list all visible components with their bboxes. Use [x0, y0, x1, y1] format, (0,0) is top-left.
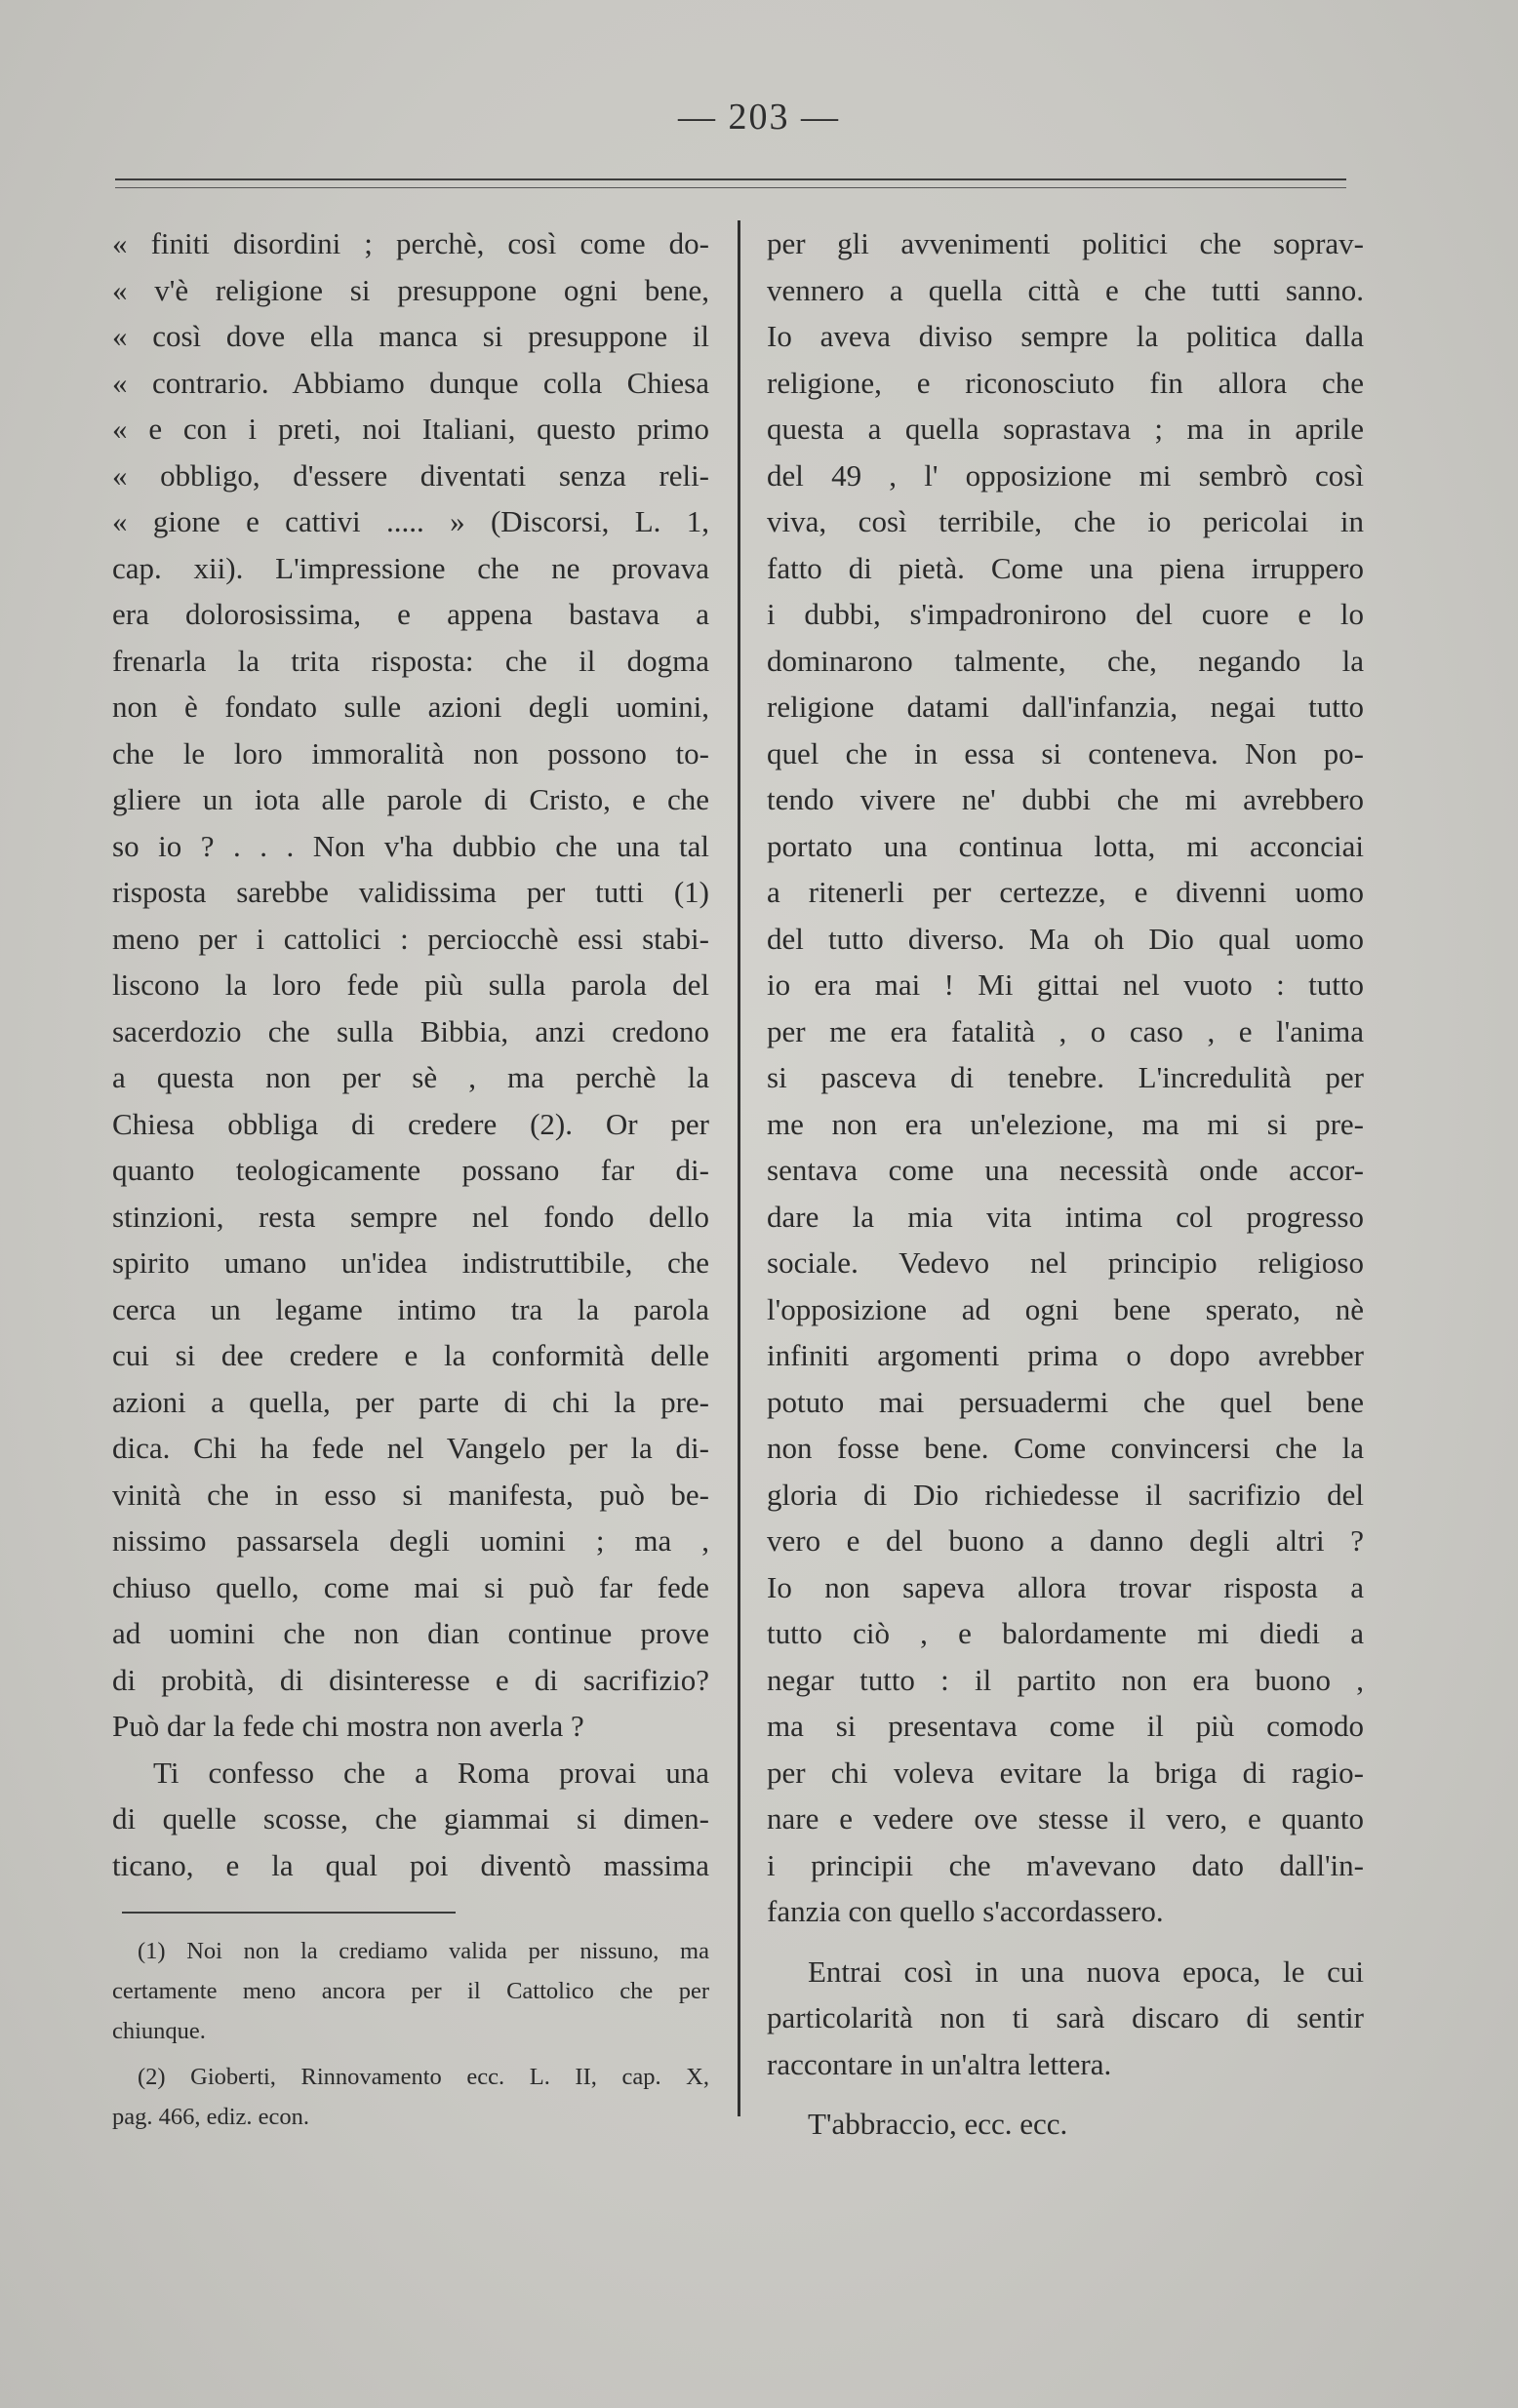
text-line: particolarità non ti sarà discaro di sentir [767, 2000, 1364, 2034]
text-line: stinzioni, resta sempre nel fondo dello [112, 1199, 709, 1234]
text-line: raccontare in un'altra lettera. [767, 2046, 1112, 2081]
text-line: sentava come una necessità onde accor- [767, 1153, 1364, 1187]
header-rule [115, 178, 1346, 180]
header-rule-thin [115, 187, 1346, 188]
left-column [112, 220, 709, 2137]
text-line: « finiti disordini ; perchè, così come do- [112, 226, 709, 260]
text-line: fatto di pietà. Come una piena irruppero [767, 550, 1364, 585]
text-line: spirito umano un'idea indistruttibile, che [112, 1245, 709, 1280]
text-line: non è fondato sulle azioni degli uomini, [112, 690, 709, 724]
text-line: vennero a quella città e che tutti sanno. [767, 272, 1364, 307]
text-line: portato una continua lotta, mi acconciai [767, 828, 1364, 863]
text-line: ad uomini che non dian continue prove [112, 1616, 709, 1650]
text-line: Ti confesso che a Roma provai una [153, 1755, 709, 1790]
text-line: vero e del buono a danno degli altri ? [767, 1523, 1364, 1558]
text-line: Io non sapeva allora trovar risposta a [767, 1569, 1364, 1604]
text-line: religione datami dall'infanzia, negai tutto [767, 690, 1364, 724]
text-line: gliere un iota alle parole di Cristo, e che [112, 782, 709, 816]
text-line: gloria di Dio richiedesse il sacrifizio del [767, 1477, 1364, 1512]
text-line: ma si presentava come il più comodo [767, 1709, 1364, 1743]
text-line: « gione e cattivi ..... » (Discorsi, L. 1, [112, 504, 709, 538]
text-line: infiniti argomenti prima o dopo avrebber [767, 1338, 1364, 1372]
text-line: « contrario. Abbiamo dunque colla Chiesa [112, 365, 709, 400]
text-line: era dolorosissima, e appena bastava a [112, 597, 709, 631]
text-line: quanto teologicamente possano far di- [112, 1153, 709, 1187]
text-line: me non era un'elezione, ma mi si pre- [767, 1106, 1364, 1141]
text-line: frenarla la trita risposta: che il dogma [112, 643, 709, 678]
footnote-rule [122, 1912, 456, 1914]
text-line: Può dar la fede chi mostra non averla ? [112, 1709, 584, 1743]
text-line: che le loro immoralità non possono to- [112, 735, 709, 770]
text-line: risposta sarebbe validissima per tutti (1) [112, 875, 709, 909]
text-line: per me era fatalità , o caso , e l'anima [767, 1013, 1364, 1048]
text-line: azioni a quella, per parte di chi la pre- [112, 1384, 709, 1419]
text-line: dominarono talmente, che, negando la [767, 643, 1364, 678]
text-line: potuto mai persuadermi che quel bene [767, 1384, 1364, 1419]
text-line: « obbligo, d'essere diventati senza reli- [112, 457, 709, 493]
text-line: ticano, e la qual poi diventò massima [112, 1847, 709, 1882]
text-line: viva, così terribile, che io pericolai in [767, 504, 1364, 538]
text-line: a ritenerli per certezze, e divenni uomo [767, 875, 1364, 909]
text-line: sociale. Vedevo nel principio religioso [767, 1245, 1364, 1280]
text-line: certamente meno ancora per il Cattolico che per [112, 1978, 709, 2004]
text-line: del 49 , l' opposizione mi sembrò così [767, 457, 1364, 493]
text-line: meno per i cattolici : perciocchè essi stabi- [112, 921, 709, 956]
text-line: sacerdozio che sulla Bibbia, anzi credono [112, 1013, 709, 1048]
text-line: (2) Gioberti, Rinnovamento ecc. L. II, cap. X, [138, 2064, 709, 2090]
text-line: pag. 466, ediz. econ. [112, 2104, 310, 2130]
text-line: quel che in essa si conteneva. Non po- [767, 735, 1364, 770]
text-line: (1) Noi non la crediamo valida per nissuno, ma [138, 1938, 709, 1964]
text-line: chiunque. [112, 2018, 206, 2044]
text-line: io era mai ! Mi gittai nel vuoto : tutto [767, 967, 1364, 1002]
text-line: fanzia con quello s'accordassero. [767, 1894, 1164, 1928]
text-line: di quelle scosse, che giammai si dimen- [112, 1801, 709, 1836]
text-line: Entrai così in una nuova epoca, le cui [808, 1954, 1364, 1989]
text-line: cui si dee credere e la conformità delle [112, 1338, 709, 1372]
text-line: del tutto diverso. Ma oh Dio qual uomo [767, 921, 1364, 956]
text-line: T'abbraccio, ecc. ecc. [808, 2107, 1068, 2141]
text-line: « v'è religione si presuppone ogni bene, [112, 272, 709, 307]
right-column [767, 220, 1364, 2148]
footnotes [112, 1931, 709, 2137]
text-line: tendo vivere ne' dubbi che mi avrebbero [767, 782, 1364, 816]
text-line: tutto ciò , e balordamente mi diedi a [767, 1616, 1364, 1650]
text-line: cap. xii). L'impressione che ne provava [112, 550, 709, 585]
text-line: per chi voleva evitare la briga di ragio- [767, 1755, 1364, 1790]
column-divider [738, 220, 740, 2116]
text-line: nissimo passarsela degli uomini ; ma , [112, 1523, 709, 1558]
text-line: dica. Chi ha fede nel Vangelo per la di- [112, 1431, 709, 1465]
text-line: questa a quella soprastava ; ma in aprile [767, 412, 1364, 446]
text-line: Io aveva diviso sempre la politica dalla [767, 319, 1364, 353]
text-line: « e con i preti, noi Italiani, questo primo [112, 412, 709, 446]
text-line: non fosse bene. Come convincersi che la [767, 1431, 1364, 1465]
text-line: cerca un legame intimo tra la parola [112, 1291, 709, 1326]
text-line: per gli avvenimenti politici che soprav- [767, 226, 1364, 260]
text-line: di probità, di disinteresse e di sacrifizio? [112, 1662, 709, 1697]
text-line: Chiesa obbliga di credere (2). Or per [112, 1106, 709, 1141]
text-line: so io ? . . . Non v'ha dubbio che una tal [112, 828, 709, 863]
text-line: dare la mia vita intima col progresso [767, 1199, 1364, 1234]
text-line: chiuso quello, come mai si può far fede [112, 1569, 709, 1604]
text-line: religione, e riconosciuto fin allora che [767, 365, 1364, 400]
text-line: i principii che m'avevano dato dall'in- [767, 1847, 1364, 1882]
text-line: negar tutto : il partito non era buono , [767, 1662, 1364, 1697]
text-line: i dubbi, s'impadronirono del cuore e lo [767, 597, 1364, 631]
page-number: — 203 — [678, 97, 840, 138]
text-line: vinità che in esso si manifesta, può be- [112, 1477, 709, 1512]
text-line: liscono la loro fede più sulla parola del [112, 967, 709, 1002]
text-line: l'opposizione ad ogni bene sperato, nè [767, 1291, 1364, 1326]
text-line: a questa non per sè , ma perchè la [112, 1060, 709, 1094]
text-line: « così dove ella manca si presuppone il [112, 319, 709, 353]
text-line: si pasceva di tenebre. L'incredulità per [767, 1060, 1364, 1094]
text-line: nare e vedere ove stesse il vero, e quanto [767, 1801, 1364, 1836]
